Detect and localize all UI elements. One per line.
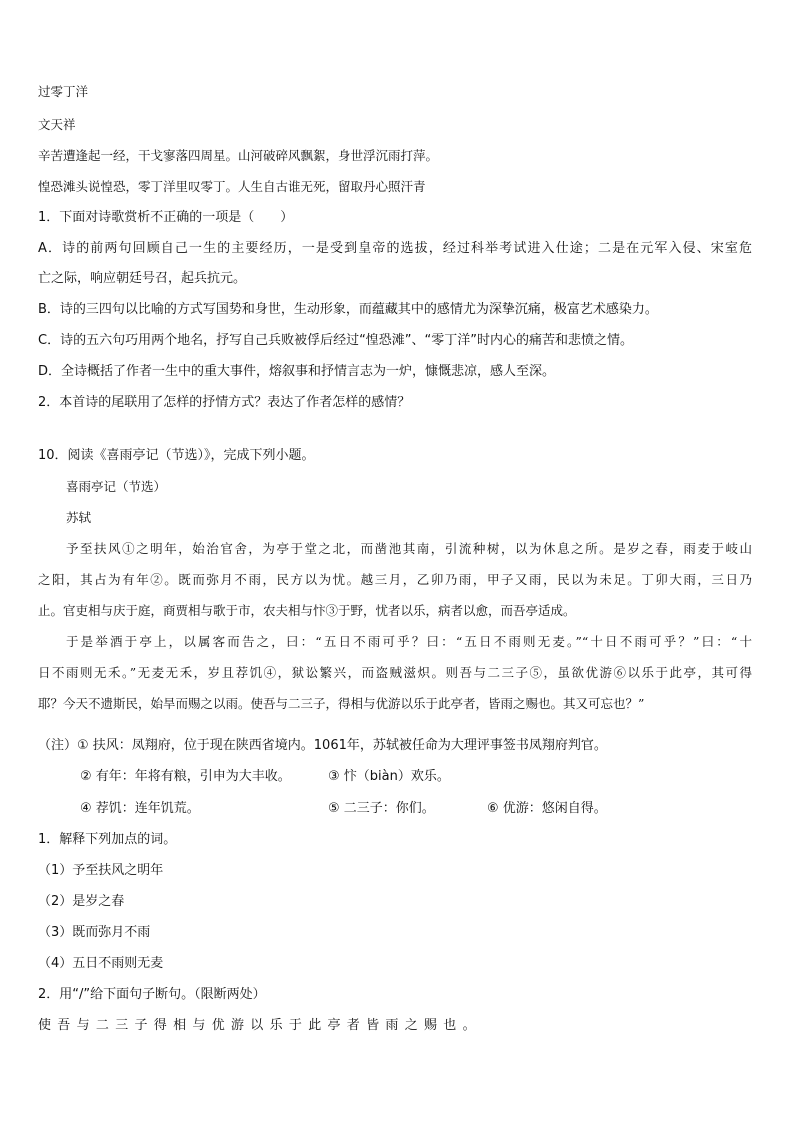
sub-question-2-sentence: 使吾与二三子得相与优游以乐于此亭者皆雨之赐也。 [38,1018,482,1033]
question-1-option-c: C．诗的五六句巧用两个地名，抒写自己兵败被俘后经过“惶恐滩”、“零丁洋”时内心的痛苦和悲愤之情。 [38,333,634,348]
note-3: ③ 忭（biàn）欢乐。 [328,769,450,784]
poem-line-2: 惶恐滩头说惶恐，零丁洋里叹零丁。人生自古谁无死，留取丹心照汗青 [38,179,426,194]
passage-p1-line-2: 之阳，其占为有年②。既而弥月不雨，民方以为忧。越三月，乙卯乃雨，甲子又雨，民以为未足。丁卯大雨，三日乃 [38,572,752,587]
sub-question-2-stem: 2．用“/”给下面句子断句。（限断两处） [38,987,266,1002]
question-1-option-a-cont: 亡之际，响应朝廷号召，起兵抗元。 [38,271,247,286]
note-1: （注）① 扶风：凤翔府，位于现在陕西省境内。1061年，苏轼被任命为大理评事签书凤翔府判官。 [38,738,607,753]
question-2: 2．本首诗的尾联用了怎样的抒情方式？表达了作者怎样的感情？ [38,395,411,410]
note-5: ⑤ 二三子：你们。 [328,801,435,816]
question-1-option-a: A．诗的前两句回顾自己一生的主要经历，一是受到皇帝的选拔，经过科举考试进入仕途；二是在元军入侵、宋室危 [38,241,752,256]
question-1-option-d: D．全诗概括了作者一生中的重大事件，熔叙事和抒情言志为一炉，慷慨悲凉，感人至深。 [38,364,556,379]
section-10-heading: 10．阅读《喜雨亭记（节选）》，完成下列小题。 [38,448,315,463]
passage-author: 苏轼 [66,510,92,525]
poem-line-1: 辛苦遭逢起一经，干戈寥落四周星。山河破碎风飘絮，身世浮沉雨打萍。 [38,148,439,163]
passage-p2-line-3: 耶？今天不遗斯民，始旱而赐之以雨。使吾与二三子，得相与优游以乐于此亭者，皆雨之赐也。其又可忘也？” [38,696,645,711]
poem-author: 文天祥 [38,117,76,132]
passage-title: 喜雨亭记（节选） [66,479,167,494]
note-4: ④ 荐饥：连年饥荒。 [80,801,200,816]
note-2: ② 有年：年将有粮，引申为大丰收。 [80,769,291,784]
sub-question-1-item: （2）是岁之春 [38,894,125,909]
sub-question-1-item: （3）既而弥月不雨 [38,925,151,940]
question-1-stem: 1．下面对诗歌赏析不正确的一项是（ ） [38,210,294,225]
sub-question-1-stem: 1．解释下列加点的词。 [38,832,177,847]
question-1-option-b: B．诗的三四句以比喻的方式写国势和身世，生动形象，而蕴藏其中的感情尤为深挚沉痛，极富艺术感染力。 [38,302,658,317]
passage-p2-line-2: 日不雨则无禾。”无麦无禾，岁且荐饥④，狱讼繁兴，而盗贼滋炽。则吾与二三子⑤，虽欲优游⑥以乐于此亭，其可得 [38,665,752,680]
passage-p2-line-1: 于是举酒于亭上，以属客而告之，曰：“五日不雨可乎？曰：“五日不雨则无麦。”“十日不雨可乎？”曰：“十 [66,634,752,649]
poem-title: 过零丁洋 [38,84,89,99]
sub-question-1-item: （1）予至扶风之明年 [38,863,164,878]
passage-p1-line-1: 予至扶风①之明年，始治官舍，为亭于堂之北，而凿池其南，引流种树，以为休息之所。是岁之春，雨麦于岐山 [66,541,752,556]
sub-question-1-item: （4）五日不雨则无麦 [38,956,164,971]
note-6: ⑥ 优游：悠闲自得。 [487,801,607,816]
passage-p1-line-3: 止。官吏相与庆于庭，商贾相与歌于市，农夫相与忭③于野，忧者以乐，病者以愈，而吾亭适成。 [38,603,576,618]
